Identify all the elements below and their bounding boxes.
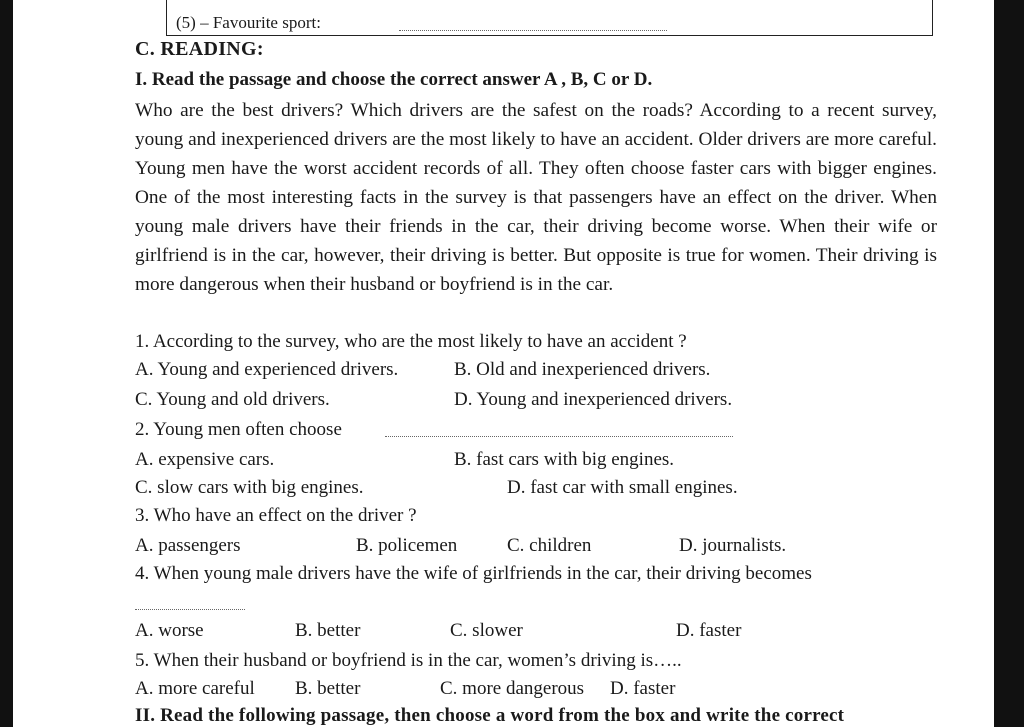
section-title: C. READING: xyxy=(135,38,264,60)
question-2-option-b[interactable]: B. fast cars with big engines. xyxy=(454,449,675,470)
question-2-option-c[interactable]: C. slow cars with big engines. xyxy=(135,477,364,498)
question-2-option-a[interactable]: A. expensive cars. xyxy=(135,449,275,470)
question-3-option-a[interactable]: A. passengers xyxy=(135,535,241,556)
question-3: 3. Who have an effect on the driver ? xyxy=(135,505,417,526)
question-1-option-a[interactable]: A. Young and experienced drivers. xyxy=(135,359,399,380)
question-4-option-d[interactable]: D. faster xyxy=(676,620,742,641)
question-1-option-d[interactable]: D. Young and inexperienced drivers. xyxy=(454,389,733,410)
question-1-option-b[interactable]: B. Old and inexperienced drivers. xyxy=(454,359,711,380)
question-4-option-b[interactable]: B. better xyxy=(295,620,361,641)
question-4: 4. When young male drivers have the wife of girlfriends in the car, their driving becomes xyxy=(135,563,812,584)
favourite-sport-label: (5) – Favourite sport: xyxy=(176,13,321,32)
question-2-answer-blank[interactable] xyxy=(385,436,733,437)
question-5-option-a[interactable]: A. more careful xyxy=(135,678,255,699)
question-2-option-d[interactable]: D. fast car with small engines. xyxy=(507,477,738,498)
left-frame-border xyxy=(0,0,13,727)
part1-instruction: I. Read the passage and choose the correct answer A , B, C or D. xyxy=(135,69,653,90)
favourite-sport-answer-blank[interactable] xyxy=(399,30,667,31)
question-1-option-c[interactable]: C. Young and old drivers. xyxy=(135,389,330,410)
right-frame-border xyxy=(994,0,1024,727)
question-2: 2. Young men often choose xyxy=(135,419,342,440)
question-3-option-c[interactable]: C. children xyxy=(507,535,592,556)
reading-passage: Who are the best drivers? Which drivers are the safest on the roads? According to a recent survey, young and inexperienced drivers are the most likely to have an accident. Older drivers are more careful. Young men have the worst accident records of all. They often choose faster cars with bigger engines. One of the most interesting facts in the survey is that passengers have an effect on the driver. When young male drivers have their friends in the car, their driving become worse. When their wife or girlfriend is in the car, however, their driving is better. But opposite is true for women. Their driving is more dangerous when their husband or boyfriend is in the car. xyxy=(135,100,937,295)
question-4-option-c[interactable]: C. slower xyxy=(450,620,523,641)
question-5-option-c[interactable]: C. more dangerous xyxy=(440,678,585,699)
question-5-option-d[interactable]: D. faster xyxy=(610,678,676,699)
question-3-option-b[interactable]: B. policemen xyxy=(356,535,458,556)
question-4-option-a[interactable]: A. worse xyxy=(135,620,204,641)
question-5-option-b[interactable]: B. better xyxy=(295,678,361,699)
question-3-option-d[interactable]: D. journalists. xyxy=(679,535,787,556)
question-1: 1. According to the survey, who are the most likely to have an accident ? xyxy=(135,331,687,352)
question-5: 5. When their husband or boyfriend is in the car, women’s driving is….. xyxy=(135,650,682,671)
part2-instruction: II. Read the following passage, then choose a word from the box and write the correct xyxy=(135,705,845,726)
question-4-answer-blank[interactable] xyxy=(135,609,245,610)
